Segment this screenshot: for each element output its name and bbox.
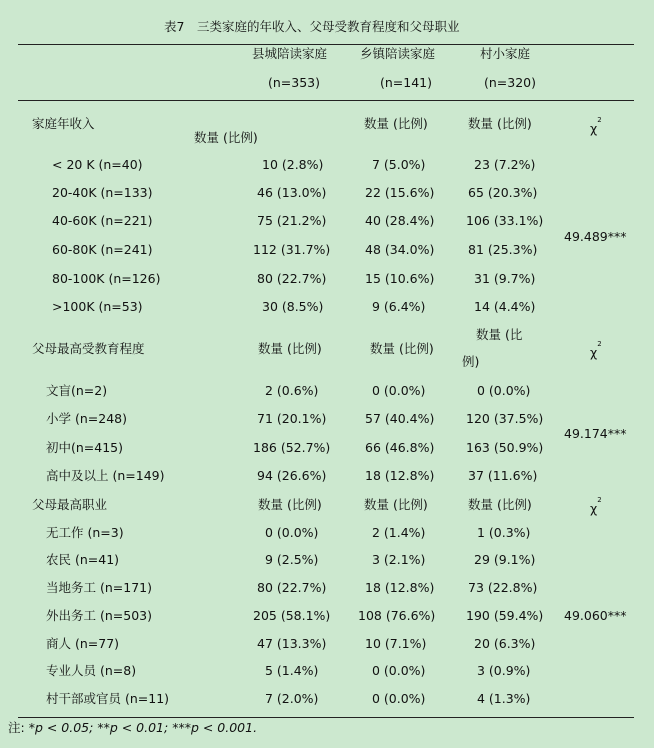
table-cell: 94 (26.6%) bbox=[257, 468, 327, 483]
table-cell: 186 (52.7%) bbox=[253, 440, 331, 455]
table-cell: 0 (0.0%) bbox=[372, 383, 426, 398]
table-cell: 2 (0.6%) bbox=[265, 383, 319, 398]
table-cell: 112 (31.7%) bbox=[253, 242, 331, 257]
table-cell: 4 (1.3%) bbox=[477, 691, 531, 706]
table-caption: 表7 三类家庭的年收入、父母受教育程度和父母职业 bbox=[164, 19, 460, 34]
section-income-hdr-col3: 数量 (比例) bbox=[468, 116, 532, 131]
table-row-label: 无工作 (n=3) bbox=[46, 525, 124, 540]
footnote-text: *p < 0.05; **p < 0.01; ***p < 0.001. bbox=[28, 720, 258, 735]
table-cell: 7 (2.0%) bbox=[265, 691, 319, 706]
table-row-label: 专业人员 (n=8) bbox=[46, 663, 137, 678]
section-education-hdr-col1: 数量 (比例) bbox=[258, 341, 322, 356]
section-occupation-hdr-col3: 数量 (比例) bbox=[468, 497, 532, 512]
section-income-hdr-col1: 数量 (比例) bbox=[194, 130, 258, 145]
section-education-hdr-col3-line1: 数量 (比 bbox=[476, 327, 523, 342]
col-n-county: (n=353) bbox=[268, 75, 321, 90]
table-cell: 20 (6.3%) bbox=[474, 636, 536, 651]
table-cell: 0 (0.0%) bbox=[265, 525, 319, 540]
table-cell: 57 (40.4%) bbox=[365, 411, 435, 426]
table-cell: 75 (21.2%) bbox=[257, 213, 327, 228]
table-row-label: 村干部或官员 (n=11) bbox=[46, 691, 170, 706]
header-rule bbox=[18, 100, 634, 101]
table-cell: 10 (7.1%) bbox=[365, 636, 427, 651]
table-cell: 66 (46.8%) bbox=[365, 440, 435, 455]
section-title-education: 父母最高受教育程度 bbox=[32, 341, 145, 356]
table-cell: 190 (59.4%) bbox=[466, 608, 544, 623]
table-cell: 29 (9.1%) bbox=[474, 552, 536, 567]
table-cell: 47 (13.3%) bbox=[257, 636, 327, 651]
table-cell: 3 (0.9%) bbox=[477, 663, 531, 678]
table-footnote bbox=[8, 720, 257, 736]
table-row-label: 40-60K (n=221) bbox=[52, 213, 153, 228]
table-cell: 80 (22.7%) bbox=[257, 580, 327, 595]
table-cell: 31 (9.7%) bbox=[474, 271, 536, 286]
table-cell: 2 (1.4%) bbox=[372, 525, 426, 540]
table-cell: 1 (0.3%) bbox=[477, 525, 531, 540]
table-row-label: 初中(n=415) bbox=[46, 440, 124, 455]
table-cell: 0 (0.0%) bbox=[372, 663, 426, 678]
table-cell: 9 (2.5%) bbox=[265, 552, 319, 567]
table-cell: 9 (6.4%) bbox=[372, 299, 426, 314]
col-n-town: (n=141) bbox=[380, 75, 433, 90]
col-header-town: 乡镇陪读家庭 bbox=[360, 46, 436, 61]
table-cell: 73 (22.8%) bbox=[468, 580, 538, 595]
table-cell: 14 (4.4%) bbox=[474, 299, 536, 314]
section-title-occupation: 父母最高职业 bbox=[32, 497, 108, 512]
bottom-rule bbox=[18, 717, 634, 718]
table-row-label: 农民 (n=41) bbox=[46, 552, 120, 567]
table-cell: 71 (20.1%) bbox=[257, 411, 327, 426]
section-title-income: 家庭年收入 bbox=[32, 116, 95, 131]
table-cell: 18 (12.8%) bbox=[365, 580, 435, 595]
table-cell: 205 (58.1%) bbox=[253, 608, 331, 623]
table-row-label: 外出务工 (n=503) bbox=[46, 608, 152, 623]
table-row-label: 60-80K (n=241) bbox=[52, 242, 153, 257]
table-row-label: 商人 (n=77) bbox=[46, 636, 120, 651]
table-cell: 22 (15.6%) bbox=[365, 185, 435, 200]
table-cell: 65 (20.3%) bbox=[468, 185, 538, 200]
table-cell: 0 (0.0%) bbox=[372, 691, 426, 706]
table-cell: 30 (8.5%) bbox=[262, 299, 324, 314]
col-n-village: (n=320) bbox=[484, 75, 537, 90]
table-cell: 106 (33.1%) bbox=[466, 213, 544, 228]
table-cell: 46 (13.0%) bbox=[257, 185, 327, 200]
table-row-label: 20-40K (n=133) bbox=[52, 185, 153, 200]
section-occupation-chi-value: 49.060*** bbox=[564, 608, 627, 623]
section-education-hdr-col2: 数量 (比例) bbox=[370, 341, 434, 356]
table-row-label: 高中及以上 (n=149) bbox=[46, 468, 165, 483]
table-row-label: 文盲(n=2) bbox=[46, 383, 108, 398]
col-header-village: 村小家庭 bbox=[480, 46, 531, 61]
table-cell: 18 (12.8%) bbox=[365, 468, 435, 483]
table-row-label: 80-100K (n=126) bbox=[52, 271, 161, 286]
top-rule bbox=[18, 44, 634, 45]
table-cell: 15 (10.6%) bbox=[365, 271, 435, 286]
section-income-hdr-col2: 数量 (比例) bbox=[364, 116, 428, 131]
table-cell: 48 (34.0%) bbox=[365, 242, 435, 257]
section-occupation-chi-label: $\chi^2$ bbox=[590, 496, 602, 517]
table-cell: 0 (0.0%) bbox=[477, 383, 531, 398]
table-cell: 23 (7.2%) bbox=[474, 157, 536, 172]
footnote-prefix: 注: bbox=[8, 720, 25, 735]
table-cell: 163 (50.9%) bbox=[466, 440, 544, 455]
table-row-label: >100K (n=53) bbox=[52, 299, 143, 314]
table-cell: 37 (11.6%) bbox=[468, 468, 538, 483]
table-cell: 3 (2.1%) bbox=[372, 552, 426, 567]
table-cell: 40 (28.4%) bbox=[365, 213, 435, 228]
col-header-county: 县城陪读家庭 bbox=[252, 46, 328, 61]
table-cell: 81 (25.3%) bbox=[468, 242, 538, 257]
table-row-label: 当地务工 (n=171) bbox=[46, 580, 152, 595]
section-occupation-hdr-col2: 数量 (比例) bbox=[364, 497, 428, 512]
table-cell: 108 (76.6%) bbox=[358, 608, 436, 623]
section-education-hdr-col3-line2: 例) bbox=[462, 354, 480, 369]
section-income-chi-value: 49.489*** bbox=[564, 229, 627, 244]
table-cell: 10 (2.8%) bbox=[262, 157, 324, 172]
table-row-label: < 20 K (n=40) bbox=[52, 157, 143, 172]
section-education-chi-value: 49.174*** bbox=[564, 426, 627, 441]
section-income-chi-label: $\chi^2$ bbox=[590, 116, 602, 137]
table-row-label: 小学 (n=248) bbox=[46, 411, 127, 426]
table-cell: 7 (5.0%) bbox=[372, 157, 426, 172]
section-occupation-hdr-col1: 数量 (比例) bbox=[258, 497, 322, 512]
table-cell: 120 (37.5%) bbox=[466, 411, 544, 426]
table-cell: 80 (22.7%) bbox=[257, 271, 327, 286]
table-cell: 5 (1.4%) bbox=[265, 663, 319, 678]
section-education-chi-label: $\chi^2$ bbox=[590, 340, 602, 361]
